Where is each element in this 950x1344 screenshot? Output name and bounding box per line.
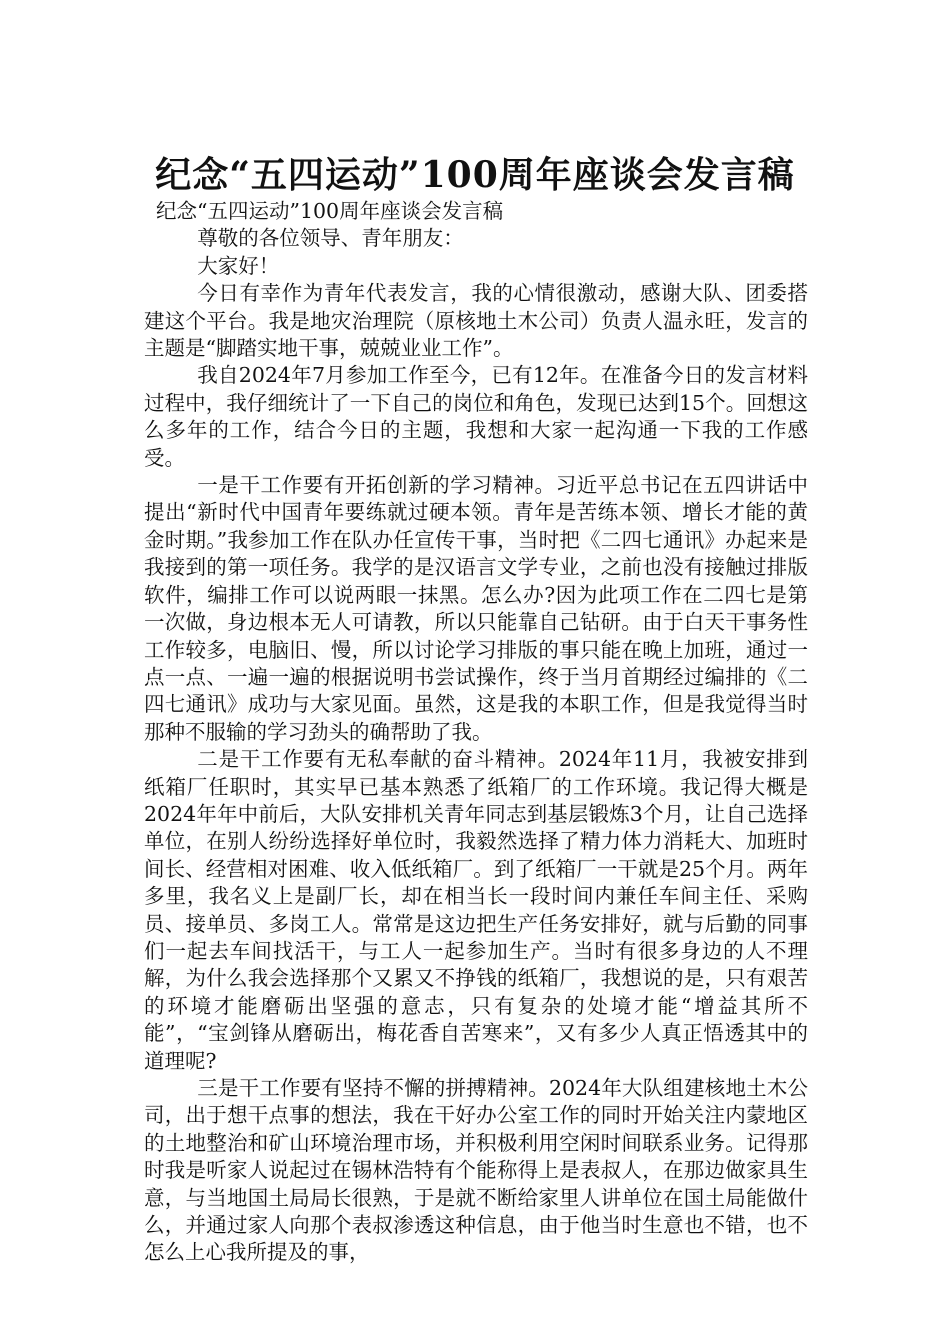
intro-paragraph: 今日有幸作为青年代表发言，我的心情很激动，感谢大队、团委搭建这个平台。我是地灾治理院（原核地土木公司）负责人温永旺，发言的主题是“脚踏实地干事，兢兢业业工作”。 <box>144 281 808 361</box>
document-subtitle: 纪念“五四运动”100周年座谈会发言稿 <box>156 199 504 223</box>
point-one-paragraph: 一是干工作要有开拓创新的学习精神。习近平总书记在五四讲话中提出“新时代中国青年要练就过硬本领。青年是苦练本领、增长才能的黄金时期。”我参加工作在队办任宣传干事，当时把《二四七通讯》办起来是我接到的第一项任务。我学的是汉语言文学专业，之前也没有接触过排版软件，编排工作可以说两眼一抹黑。怎么办?因为此项工作在二四七是第一次做，身边根本无人可请教，所以只能靠自己钻研。由于白天干事务性工作较多，电脑旧、慢，所以讨论学习排版的事只能在晚上加班，通过一点一点、一遍一遍的根据说明书尝试操作，终于当月首期经过编排的《二四七通讯》成功与大家见面。虽然，这是我的本职工作，但是我觉得当时那种不服输的学习劲头的确帮助了我。 <box>144 473 808 744</box>
career-paragraph: 我自2024年7月参加工作至今，已有12年。在准备今日的发言材料过程中，我仔细统计了一下自己的岗位和角色，发现已达到15个。回想这么多年的工作，结合今日的主题，我想和大家一起沟通一下我的工作感受。 <box>144 363 808 470</box>
document-body <box>144 198 808 1267</box>
document-title: 纪念“五四运动”100周年座谈会发言稿 <box>155 154 795 197</box>
point-two-paragraph: 二是干工作要有无私奉献的奋斗精神。2024年11月，我被安排到纸箱厂任职时，其实早已基本熟悉了纸箱厂的工作环境。我记得大概是2024年年中前后，大队安排机关青年同志到基层锻炼3个月，让自己选择单位，在别人纷纷选择好单位时，我毅然选择了精力体力消耗大、加班时间长、经营相对困难、收入低纸箱厂。到了纸箱厂一干就是25个月。两年多里，我名义上是副厂长，却在相当长一段时间内兼任车间主任、采购员、接单员、多岗工人。常常是这边把生产任务安排好，就与后勤的同事们一起去车间找活干，与工人一起参加生产。当时有很多身边的人不理解，为什么我会选择那个又累又不挣钱的纸箱厂，我想说的是，只有艰苦的环境才能磨砺出坚强的意志，只有复杂的处境才能“增益其所不能”，“宝剑锋从磨砺出，梅花香自苦寒来”，又有多少人真正悟透其中的道理呢? <box>144 747 808 1073</box>
point-three-paragraph: 三是干工作要有坚持不懈的拼搏精神。2024年大队组建核地土木公司，出于想干点事的想法，我在干好办公室工作的同时开始关注内蒙地区的土地整治和矿山环境治理市场，并积极利用空闲时间联系业务。记得那时我是听家人说起过在锡林浩特有个能称得上是表叔人，在那边做家具生意，与当地国土局局长很熟，于是就不断给家里人讲单位在国土局能做什么，并通过家人向那个表叔渗透这种信息，由于他当时生意也不错，也不怎么上心我所提及的事， <box>144 1076 808 1265</box>
greeting-paragraph: 大家好！ <box>197 253 280 278</box>
salutation-paragraph: 尊敬的各位领导、青年朋友： <box>197 226 464 251</box>
